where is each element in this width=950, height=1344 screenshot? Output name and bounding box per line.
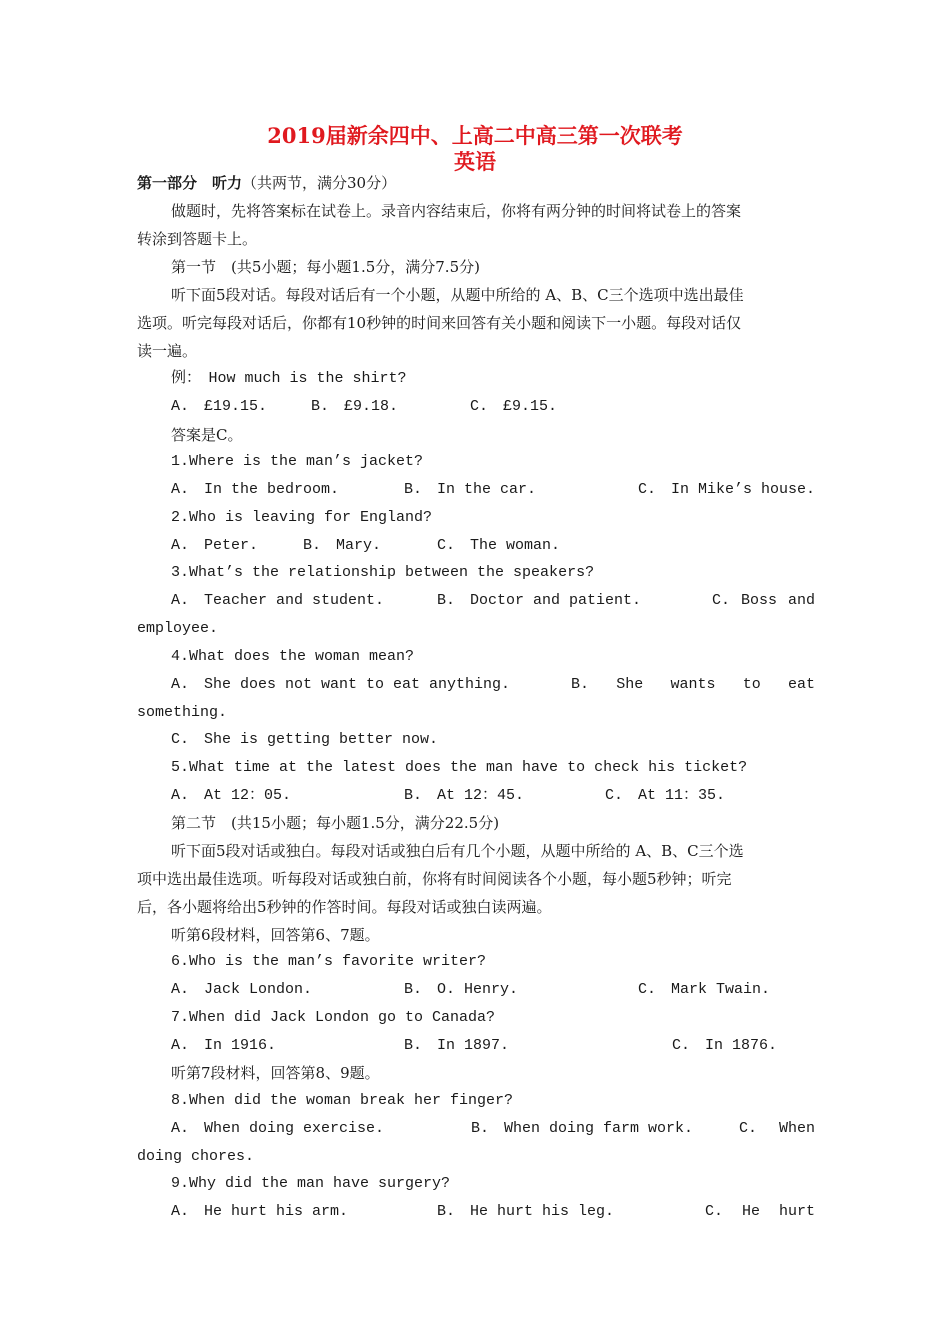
example-answer: 答案是C。	[171, 426, 243, 444]
question-4-stem: 4.What does the woman mean?	[171, 648, 415, 665]
section2-intro-line3: 后，各小题将给出5秒钟的作答时间。每段对话或独白读两遍。	[137, 898, 552, 916]
part1-instruction-line2: 转涂到答题卡上。	[137, 230, 258, 248]
section1-intro-line3: 读一遍。	[137, 342, 198, 360]
question-5-option-c: C. At 11：35.	[605, 787, 726, 804]
question-9-option-c	[705, 1202, 815, 1222]
question-7-stem: 7.When did Jack London go to Canada?	[171, 1009, 496, 1026]
section2-heading: 第二节 (共15小题；每小题1.5分，满分22.5分)	[171, 814, 500, 832]
exam-subject: 英语	[454, 149, 496, 174]
question-6-option-a: A. Jack London.	[171, 981, 313, 998]
question-2-option-b: B. Mary.	[303, 537, 382, 554]
question-4-option-b-letter: B.	[571, 676, 590, 693]
part1-heading-line	[137, 173, 815, 193]
material-7-note: 听第7段材料，回答第8、9题。	[171, 1064, 380, 1082]
question-4-option-b	[571, 675, 815, 695]
question-1-stem: 1.Where is the man’s jacket?	[171, 453, 424, 470]
question-6-stem: 6.Who is the man’s favorite writer?	[171, 953, 487, 970]
example-option-a: A. £19.15.	[171, 398, 268, 415]
section1-heading: 第一节 (共5小题；每小题1.5分，满分7.5分)	[171, 258, 480, 276]
question-5-option-b: B. At 12：45.	[404, 787, 525, 804]
part1-instruction-line1: 做题时，先将答案标在试卷上。录音内容结束后，你将有两分钟的时间将试卷上的答案	[171, 202, 742, 220]
question-4-option-a: A. She does not want to eat anything.	[171, 676, 511, 693]
question-2-option-c: C. The woman.	[437, 537, 561, 554]
example-option-b: B. £9.18.	[311, 398, 399, 415]
part1-heading: 第一部分 听力	[137, 174, 243, 192]
part1-heading-note: （共两节，满分30分）	[242, 174, 397, 192]
question-3-option-c-word2: and	[787, 592, 815, 609]
question-7-option-c: C. In 1876.	[672, 1037, 778, 1054]
section2-intro-line1: 听下面5段对话或独白。每段对话或独白后有几个小题，从题中所给的 A、B、C三个选	[171, 842, 744, 860]
question-8-option-c-letter: C.	[739, 1120, 758, 1137]
question-4-option-c: C. She is getting better now.	[171, 731, 439, 748]
question-2-option-a: A. Peter.	[171, 537, 259, 554]
question-6-option-c: C. Mark Twain.	[638, 981, 771, 998]
question-4-option-b-word3: to	[742, 676, 761, 693]
question-9-option-c-letter: C.	[705, 1203, 724, 1220]
question-3-option-c-word1: Boss	[740, 592, 777, 609]
question-1-option-a: A. In the bedroom.	[171, 481, 340, 498]
question-4-option-b-word4: eat	[787, 676, 815, 693]
question-2-stem: 2.Who is leaving for England?	[171, 509, 433, 526]
question-8-option-c-word1: When	[778, 1120, 815, 1137]
exam-title: 2019届新余四中、上高二中高三第一次联考	[267, 123, 683, 148]
question-3-stem: 3.What’s the relationship between the speakers?	[171, 564, 595, 581]
section2-intro-line2: 项中选出最佳选项。听每段对话或独白前，你将有时间阅读各个小题，每小题5秒钟；听完	[137, 870, 732, 888]
question-5-option-a: A. At 12：05.	[171, 787, 292, 804]
question-8-option-a: A. When doing exercise.	[171, 1120, 385, 1137]
question-1-option-b: B. In the car.	[404, 481, 537, 498]
material-6-note: 听第6段材料，回答第6、7题。	[171, 926, 380, 944]
example-question: 例： How much is the shirt?	[171, 370, 407, 387]
question-9-option-a: A. He hurt his arm.	[171, 1203, 349, 1220]
question-4-option-b-continued: something.	[137, 704, 228, 721]
section1-intro-line1: 听下面5段对话。每段对话后有一个小题，从题中所给的 A、B、C三个选项中选出最佳	[171, 286, 744, 304]
question-3-option-c-continued: employee.	[137, 620, 219, 637]
question-3-option-b: B. Doctor and patient.	[437, 592, 642, 609]
question-9-option-c-word2: hurt	[778, 1203, 815, 1220]
section1-intro-line2: 选项。听完每段对话后，你都有10秒钟的时间来回答有关小题和阅读下一小题。每段对话仅	[137, 314, 742, 332]
question-6-option-b: B. O. Henry.	[404, 981, 519, 998]
question-9-option-c-word1: He	[741, 1203, 760, 1220]
example-option-c: C. £9.15.	[470, 398, 558, 415]
question-8-option-c-continued: doing chores.	[137, 1148, 255, 1165]
question-1-option-c: C. In Mike’s house.	[638, 481, 816, 498]
question-3-option-c	[712, 591, 815, 611]
question-5-stem: 5.What time at the latest does the man have to check his ticket?	[171, 759, 748, 776]
question-8-stem: 8.When did the woman break her finger?	[171, 1092, 514, 1109]
question-7-option-a: A. In 1916.	[171, 1037, 277, 1054]
question-7-option-b: B. In 1897.	[404, 1037, 510, 1054]
question-4-option-b-word1: She	[616, 676, 644, 693]
question-8-option-c	[739, 1119, 815, 1139]
question-8-option-b: B. When doing farm work.	[471, 1120, 694, 1137]
question-9-option-b: B. He hurt his leg.	[437, 1203, 615, 1220]
question-3-option-a: A. Teacher and student.	[171, 592, 385, 609]
question-3-option-c-letter: C.	[712, 592, 731, 609]
question-9-stem: 9.Why did the man have surgery?	[171, 1175, 451, 1192]
question-4-option-b-word2: wants	[670, 676, 716, 693]
